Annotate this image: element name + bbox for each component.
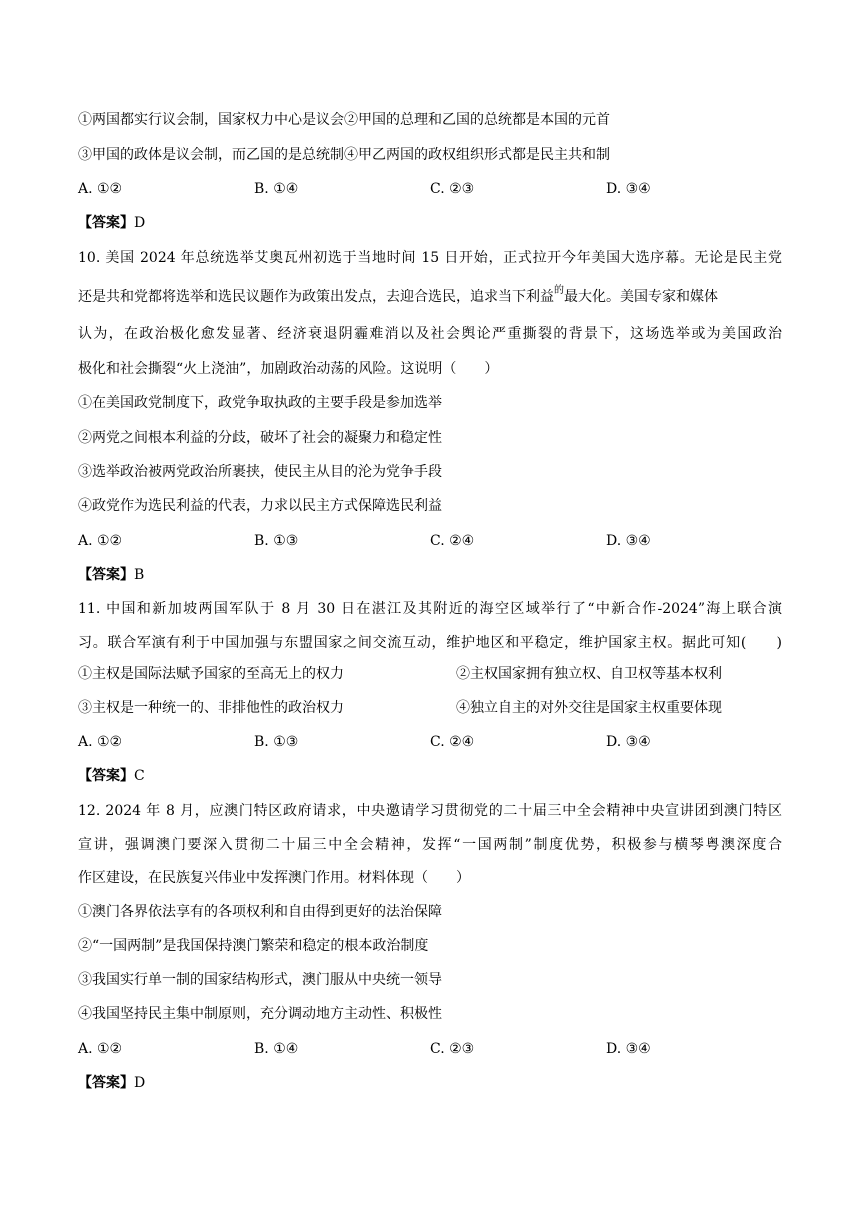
q12-option-d: D. ③④ [606, 1041, 651, 1057]
q11-statement-4: ④独立自主的对外交往是国家主权重要体现 [456, 700, 722, 716]
q11-answer [78, 766, 145, 786]
q11-option-d: D. ③④ [606, 734, 651, 750]
q10-statement-4: ④政党作为选民利益的代表，力求以民主方式保障选民利益 [78, 498, 442, 514]
q9-statement-1-2: ①两国都实行议会制，国家权力中心是议会②甲国的总理和乙国的总统都是本国的元首 [78, 112, 610, 128]
q9-option-c: C. ②③ [430, 181, 475, 197]
q12-option-c: C. ②③ [430, 1041, 475, 1057]
q10-stem-line-1: 10. 美国 2024 年总统选举艾奥瓦州初选于当地时间 15 日开始，正式拉开今年美国大选序幕。无论是民主党 [78, 250, 782, 266]
q9-option-a: A. ①② [78, 181, 123, 197]
q11-option-b: B. ①③ [254, 734, 299, 750]
q9-answer [78, 213, 145, 233]
answer-label: 【答案】 [78, 567, 134, 583]
answer-value: B [134, 567, 145, 583]
q9-statement-3-4: ③甲国的政体是议会制，而乙国的是总统制④甲乙两国的政权组织形式都是民主共和制 [78, 147, 610, 163]
q12-statement-3: ③我国实行单一制的国家结构形式，澳门服从中央统一领导 [78, 972, 442, 988]
answer-label: 【答案】 [78, 215, 134, 231]
q10-option-d: D. ③④ [606, 533, 651, 549]
q10-option-c: C. ②④ [430, 533, 475, 549]
q12-statement-2: ②“一国两制”是我国保持澳门繁荣和稳定的根本政治制度 [78, 938, 429, 954]
q10-stem-line-2-part-b: 最大化。美国专家和媒体 [564, 289, 718, 305]
q12-stem-line-2: 宣讲，强调澳门要深入贯彻二十届三中全会精神，发挥“一国两制”制度优势，积极参与横琴粤澳深度合 [78, 837, 782, 853]
q11-option-c: C. ②④ [430, 734, 475, 750]
q10-statement-3: ③选举政治被两党政治所裹挟，使民主从目的沦为党争手段 [78, 464, 442, 480]
q11-stem-line-1: 11. 中国和新加坡两国军队于 8 月 30 日在湛江及其附近的海空区域举行了“中新合作-2024”海上联合演 [78, 601, 782, 617]
q12-statement-1: ①澳门各界依法享有的各项权利和自由得到更好的法治保障 [78, 904, 442, 920]
q10-statement-1: ①在美国政党制度下，政党争取执政的主要手段是参加选举 [78, 395, 442, 411]
q10-stem-line-2-part-a: 还是共和党都将选举和选民议题作为政策出发点，去迎合选民，追求当下利益 [78, 289, 554, 305]
answer-value: D [134, 215, 146, 231]
q10-option-a: A. ①② [78, 533, 123, 549]
q10-statement-2: ②两党之间根本利益的分歧，破坏了社会的凝聚力和稳定性 [78, 430, 442, 446]
q11-statement-1: ①主权是国际法赋予国家的至高无上的权力 [78, 666, 344, 682]
q11-statement-2: ②主权国家拥有独立权、自卫权等基本权利 [456, 666, 722, 682]
q10-answer [78, 565, 144, 585]
answer-label: 【答案】 [78, 1075, 134, 1091]
q10-stem-line-2 [78, 287, 782, 309]
q9-option-d: D. ③④ [606, 181, 651, 197]
answer-label: 【答案】 [78, 768, 134, 784]
q11-option-a: A. ①② [78, 734, 123, 750]
q10-option-b: B. ①③ [254, 533, 299, 549]
q10-stem-line-3: 认为，在政治极化愈发显著、经济衰退阴霾难消以及社会舆论严重撕裂的背景下，这场选举或为美国政治 [78, 326, 782, 342]
q10-stem-superscript: 的 [554, 285, 564, 296]
q12-statement-4: ④我国坚持民主集中制原则，充分调动地方主动性、积极性 [78, 1006, 442, 1022]
q12-option-b: B. ①④ [254, 1041, 299, 1057]
q12-option-a: A. ①② [78, 1041, 123, 1057]
q12-answer [78, 1073, 145, 1093]
q12-stem-line-1: 12. 2024 年 8 月，应澳门特区政府请求，中央邀请学习贯彻党的二十届三中全会精神中央宣讲团到澳门特区 [78, 803, 782, 819]
q11-statement-3: ③主权是一种统一的、非排他性的政治权力 [78, 700, 344, 716]
answer-value: D [134, 1075, 146, 1091]
q10-stem-line-4: 极化和社会撕裂“火上浇油”，加剧政治动荡的风险。这说明（ ） [78, 361, 499, 377]
q12-stem-line-3: 作区建设，在民族复兴伟业中发挥澳门作用。材料体现（ ） [78, 870, 470, 886]
answer-value: C [134, 768, 145, 784]
q11-stem-line-2: 习。联合军演有利于中国加强与东盟国家之间交流互动，维护地区和平稳定，维护国家主权。据此可知( ) [78, 635, 782, 651]
q9-option-b: B. ①④ [254, 181, 299, 197]
